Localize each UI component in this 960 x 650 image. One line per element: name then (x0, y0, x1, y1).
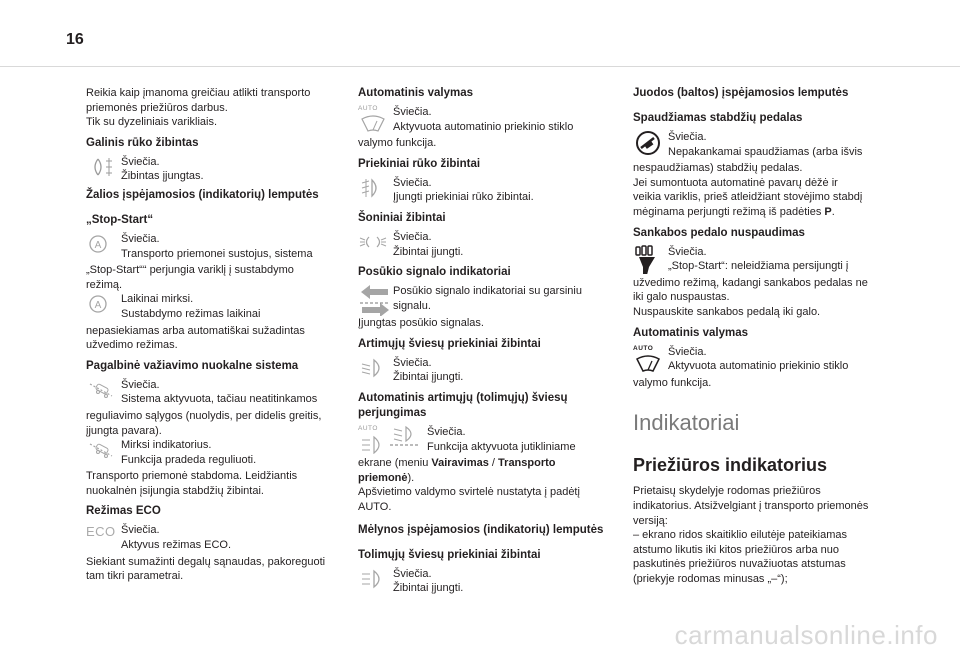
auto-beam-icon: AUTO (358, 425, 422, 453)
top-divider (0, 66, 960, 67)
stop-start-title: „Stop-Start“ (86, 213, 154, 226)
indicators-title: Posūkio signalo indikatoriai (358, 266, 511, 279)
auto-wipe-black-entry: AUTO Šviečia. Aktyvuota automatinio priekinio stiklo (633, 344, 849, 373)
hill-descent-entry: Šviečia. Sistema aktyvuota, tačiau neatitinkamos (86, 378, 348, 407)
hill-descent-blink-entry: Mirksi indikatorius. Funkcija pradeda reguliuoti. (86, 438, 348, 467)
service-indicator-title: Priežiūros indikatorius (633, 455, 828, 476)
hill-descent-title: Pagalbinė važiavimo nuokalne sistema (86, 359, 299, 372)
intro-line: Reikia kaip įmanoma greičiau atlikti transporto (86, 87, 311, 99)
black-warning-header: Juodos (baltos) įspėjamosios lemputės (633, 87, 849, 99)
front-fog-entry: Šviečia. Įjungti priekiniai rūko žibintai. (358, 176, 620, 205)
indicators-section-title: Indikatoriai (633, 410, 740, 436)
main-beam-title: Tolimųjų šviesų priekiniai žibintai (358, 548, 541, 561)
indicators-entry: Posūkio signalo indikatoriai su garsiniu signalu. (358, 284, 620, 328)
stop-start-entry: A Šviečia. Transporto priemonei sustojus, sistema (86, 232, 348, 261)
intro-line: priemonės priežiūros darbus. (86, 101, 228, 114)
side-lights-title: Šoniniai žibintai (358, 211, 446, 224)
clutch-entry: Šviečia. „Stop-Start“: neleidžiama persijungti į (633, 245, 895, 274)
auto-beam-entry: AUTO Šviečia. Funkcija aktyvuota jutikliniame (358, 424, 576, 453)
eco-entry: ECO Šviečia. Aktyvus režimas ECO. (86, 524, 232, 552)
side-lights-entry: Šviečia. Žibintai įjungti. (358, 230, 620, 259)
turn-signal-icon (358, 284, 388, 328)
stop-start-icon (86, 292, 116, 320)
column-1: Reikia kaip įmanoma greičiau atlikti transporto priemonės priežiūros darbus. Tik su dyzeliniais varikliais. Galinis rūko žibintas Šviečia. Žibintas įjungtas. Žalios įspėjamosios (indikatorių) lemputės „Stop-Start“ A Šviečia. Transporto priemonei sustojus, sistema „Stop-Start““ perjungia variklį į sustabdymo režimą. A Laikinai mirksi. Sustabdymo režimas laikinai nepasiekiamas arba automatiškai sužadintas užvedimo režimas. Pagalbinė važiavimo nuokalne sistema Šviečia. Sistema aktyvuota, tačiau neatitinkamos reguliavimo sąlygos (nuolydis, per didelis greitis, įjungta pavara). Mirksi indikatorius. Funkcija pradeda reguliuoti. Transporto priemonė stabdoma. Leidžiantis nuokalnėn įsijungia stabdžių žibintai. Režimas ECO ECO Šviečia. Aktyvus režimas ECO. Siekiant sumažinti degalų sąnaudas, pakoreguoti tam tikri parametrai. (86, 86, 348, 584)
column-3: Juodos (baltos) įspėjamosios lemputės Spaudžiamas stabdžių pedalas Šviečia. Nepakankamai spaudžiamas (arba išvis nespaudžiamas) stabdžių pedalas. Jei sumontuota automatinė pavarų dėžė ir veikia variklis, prieš atleidžiant stovėjimo stabdį mėginama perjungti režimą iš padėties P. Sankabos pedalo nuspaudimas Šviečia. „Stop-Start“: neleidžiama persijungti į užvedimo režimą, kadangi sankabos pedalas ne iki galo nuspaustas. Nuspauskite sankabos pedalą iki galo. Automatinis valymas AUTO Šviečia. Aktyvuota automatinio priekinio stiklo valymo funkcija. Indikatoriai Priežiūros indikatorius Prietaisų skydelyje rodomas priežiūros indikatorius. Atsižvelgiant į transporto priemonės versiją: – ekrano ridos skaitiklio eilutėje pateikiamas atstumo likutis iki kitos priežiūros arba nuo paskutinės priežiūros nuvažiuotas atstumas (priekyje rodomas minusas „–“); (633, 86, 895, 586)
main-beam-entry: Šviečia. Žibintai įjungti. (358, 567, 620, 596)
stop-start-blink-entry: A Laikinai mirksi. Sustabdymo režimas laikinai (86, 292, 348, 321)
svg-text:A: A (94, 300, 102, 312)
main-beam-icon (358, 567, 388, 595)
auto-wipe-entry: AUTO Šviečia. Aktyvuota automatinio priekinio stiklo (358, 105, 574, 133)
green-warning-header: Žalios įspėjamosios (indikatorių) lemputės (86, 188, 319, 201)
blue-warning-header: Mėlynos įspėjamosios (indikatorių) lemputės (358, 523, 604, 536)
watermark: carmanualsonline.info (674, 620, 938, 650)
svg-text:A: A (94, 239, 102, 251)
rear-fog-icon (86, 155, 116, 183)
dipped-beam-entry: Šviečia. Žibintai įjungti. (358, 356, 620, 385)
brake-pedal-title: Spaudžiamas stabdžių pedalas (633, 112, 803, 124)
hill-descent-icon (86, 378, 116, 406)
eco-icon: ECO (86, 524, 116, 540)
column-2: Automatinis valymas AUTO Šviečia. Aktyvuota automatinio priekinio stiklo valymo funkcija. Priekiniai rūko žibintai Šviečia. Įjungti priekiniai rūko žibintai. Šoniniai žibintai Šviečia. Žibintai įjungti. Posūkio signalo indikatoriai Posūkio signalo indikatoriai su garsiniu signalu. Įjungtas posūkio signalas. Artimųjų šviesų priekiniai žibintai Šviečia. Žibintai įjungti. Automatinis artimųjų (tolimųjų) šviesų perjungimas AUTO Šviečia. Funkcija aktyvuota jutikliniame ekrane (meniu Vairavimas / Transporto priemonė). Apšvietimo valdymo svirtelė nustatyta į padėtį AUTO. Mėlynos įspėjamosios (indikatorių) lemputės Tolimųjų šviesų priekiniai žibintai Šviečia. Žibintai įjungti. (358, 86, 620, 598)
stop-start-icon (86, 232, 116, 260)
page-number: 16 (66, 31, 84, 48)
hill-descent-icon (86, 438, 116, 466)
dipped-beam-title: Artimųjų šviesų priekiniai žibintai (358, 337, 541, 350)
brake-pedal-entry: Šviečia. Nepakankamai spaudžiamas (arba išvis (633, 130, 895, 159)
clutch-foot-icon (633, 245, 663, 273)
dipped-beam-icon (358, 356, 388, 384)
front-fog-title: Priekiniai rūko žibintai (358, 157, 481, 170)
side-lights-icon (358, 230, 388, 258)
rear-fog-title: Galinis rūko žibintas (86, 136, 199, 149)
auto-wipe-title: Automatinis valymas (358, 87, 474, 99)
eco-title: Režimas ECO (86, 505, 161, 518)
clutch-title: Sankabos pedalo nuspaudimas (633, 226, 805, 239)
auto-wipe-icon: AUTO (358, 105, 388, 133)
rear-fog-entry: Šviečia. Žibintas įjungtas. (86, 155, 348, 184)
intro-line: Tik su dyzeliniais varikliais. (86, 116, 218, 129)
front-fog-icon (358, 176, 388, 204)
auto-wipe-black-title: Automatinis valymas (633, 326, 749, 339)
auto-wipe-black-icon: AUTO (633, 345, 663, 373)
auto-beam-title: Automatinis artimųjų (tolimųjų) šviesų perjungimas (358, 391, 568, 419)
brake-pedal-icon (633, 130, 663, 158)
